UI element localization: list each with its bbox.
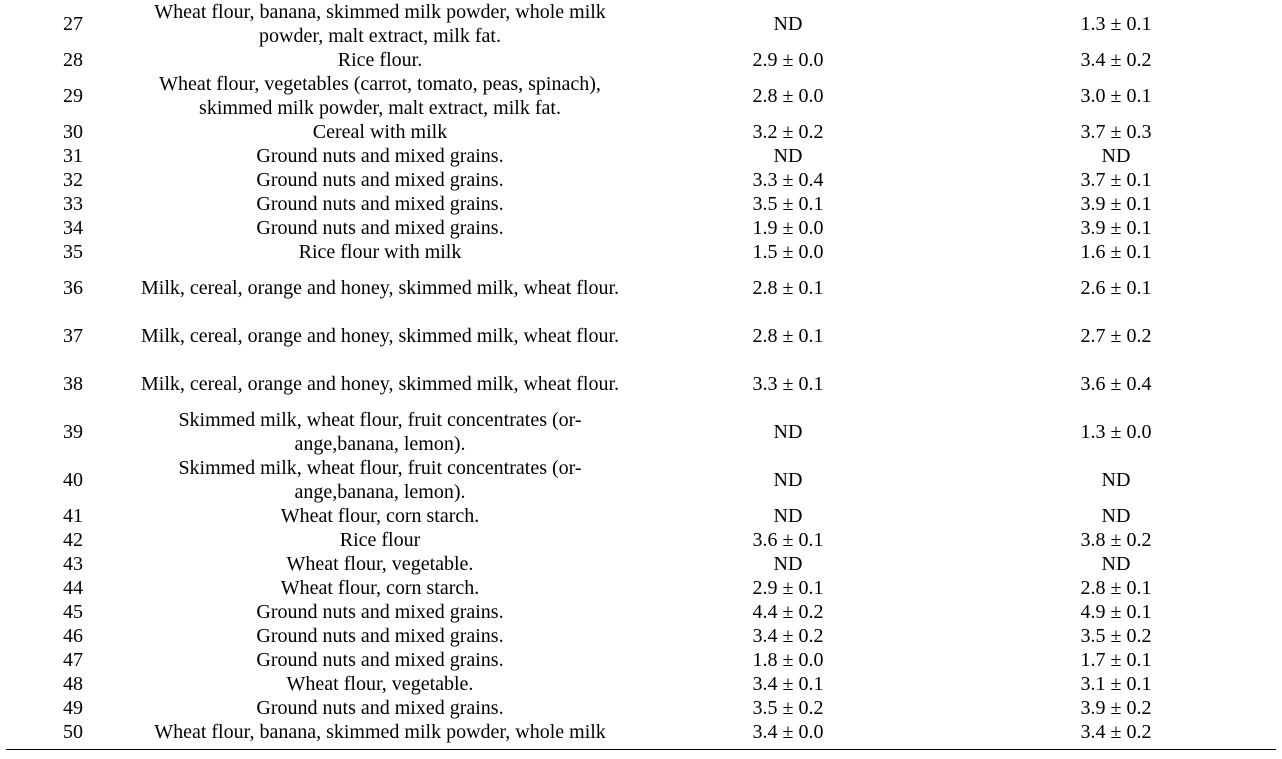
sample-number-cell: 49 — [63, 697, 83, 719]
description-cell: Rice flour — [339, 529, 421, 551]
description-cell: Wheat flour, corn starch. — [280, 505, 480, 527]
value-1-cell: ND — [773, 505, 803, 527]
sample-number-cell: 37 — [63, 325, 83, 347]
value-1-cell: 3.3 ± 0.4 — [752, 169, 824, 191]
sample-number-cell: 38 — [63, 373, 83, 395]
description-cell: Ground nuts and mixed grains. — [256, 649, 504, 671]
value-2-cell: 3.4 ± 0.2 — [1080, 721, 1152, 743]
value-2-cell: 1.6 ± 0.1 — [1080, 241, 1152, 263]
value-1-cell: 3.2 ± 0.2 — [752, 121, 824, 143]
sample-number-cell: 29 — [63, 85, 83, 107]
value-2-cell: ND — [1101, 469, 1131, 491]
sample-number-cell: 45 — [63, 601, 83, 623]
description-cell: Skimmed milk, wheat flour, fruit concentrates (or-ange,banana, lemon). — [178, 409, 582, 455]
description-cell: Ground nuts and mixed grains. — [256, 217, 504, 239]
description-cell: Wheat flour, banana, skimmed milk powder, whole milk powder, malt extract, milk fat. — [154, 1, 606, 47]
description-cell: Ground nuts and mixed grains. — [256, 193, 504, 215]
value-2-cell: ND — [1101, 145, 1131, 167]
table-row — [6, 408, 1276, 456]
table-bottom-rule — [6, 749, 1276, 750]
table-row — [6, 720, 1276, 744]
sample-number-cell: 41 — [63, 505, 83, 527]
value-1-cell: 3.4 ± 0.2 — [752, 625, 824, 647]
sample-number-cell: 44 — [63, 577, 83, 599]
value-1-cell: ND — [773, 145, 803, 167]
sample-number-cell: 31 — [63, 145, 83, 167]
value-2-cell: 3.9 ± 0.1 — [1080, 193, 1152, 215]
sample-number-cell: 34 — [63, 217, 83, 239]
value-1-cell: ND — [773, 421, 803, 443]
sample-number-cell: 47 — [63, 649, 83, 671]
table-row — [6, 120, 1276, 144]
table-row — [6, 456, 1276, 504]
value-1-cell: 2.8 ± 0.1 — [752, 277, 824, 299]
sample-number-cell: 48 — [63, 673, 83, 695]
description-cell: Rice flour. — [337, 49, 423, 71]
value-2-cell: 3.7 ± 0.3 — [1080, 121, 1152, 143]
table-row — [6, 360, 1276, 408]
table-row — [6, 648, 1276, 672]
value-2-cell: 3.7 ± 0.1 — [1080, 169, 1152, 191]
value-2-cell: 4.9 ± 0.1 — [1080, 601, 1152, 623]
sample-number-cell: 36 — [63, 277, 83, 299]
value-2-cell: 3.5 ± 0.2 — [1080, 625, 1152, 647]
value-2-cell: ND — [1101, 553, 1131, 575]
data-table — [6, 0, 1276, 744]
value-1-cell: 3.4 ± 0.0 — [752, 721, 824, 743]
sample-number-cell: 42 — [63, 529, 83, 551]
table-row — [6, 504, 1276, 528]
table-row — [6, 192, 1276, 216]
value-2-cell: 2.8 ± 0.1 — [1080, 577, 1152, 599]
table-row — [6, 624, 1276, 648]
value-1-cell: 3.5 ± 0.1 — [752, 193, 824, 215]
value-2-cell: 3.8 ± 0.2 — [1080, 529, 1152, 551]
description-cell: Ground nuts and mixed grains. — [256, 145, 504, 167]
value-1-cell: 3.5 ± 0.2 — [752, 697, 824, 719]
value-2-cell: 3.1 ± 0.1 — [1080, 673, 1152, 695]
description-cell: Ground nuts and mixed grains. — [256, 169, 504, 191]
table-row — [6, 576, 1276, 600]
value-2-cell: 1.7 ± 0.1 — [1080, 649, 1152, 671]
table-row — [6, 552, 1276, 576]
value-1-cell: 4.4 ± 0.2 — [752, 601, 824, 623]
table-row — [6, 144, 1276, 168]
table-row — [6, 600, 1276, 624]
description-cell: Ground nuts and mixed grains. — [256, 625, 504, 647]
description-cell: Milk, cereal, orange and honey, skimmed milk, wheat flour. — [140, 373, 620, 395]
sample-number-cell: 50 — [63, 721, 83, 743]
value-1-cell: 3.3 ± 0.1 — [752, 373, 824, 395]
table-row — [6, 312, 1276, 360]
table-row — [6, 240, 1276, 264]
description-cell: Wheat flour, corn starch. — [280, 577, 480, 599]
table-body — [6, 0, 1276, 744]
value-1-cell: ND — [773, 469, 803, 491]
table-row — [6, 48, 1276, 72]
table-row — [6, 168, 1276, 192]
table-row — [6, 72, 1276, 120]
value-2-cell: ND — [1101, 505, 1131, 527]
value-2-cell: 2.7 ± 0.2 — [1080, 325, 1152, 347]
table-row — [6, 216, 1276, 240]
sample-number-cell: 40 — [63, 469, 83, 491]
value-2-cell: 2.6 ± 0.1 — [1080, 277, 1152, 299]
table-row — [6, 264, 1276, 312]
value-1-cell: 1.9 ± 0.0 — [752, 217, 824, 239]
description-cell: Wheat flour, vegetable. — [286, 553, 474, 575]
value-1-cell: ND — [773, 13, 803, 35]
value-1-cell: 3.4 ± 0.1 — [752, 673, 824, 695]
description-cell: Wheat flour, vegetable. — [286, 673, 474, 695]
value-2-cell: 1.3 ± 0.0 — [1080, 421, 1152, 443]
sample-number-cell: 39 — [63, 421, 83, 443]
value-1-cell: 2.8 ± 0.1 — [752, 325, 824, 347]
description-cell: Skimmed milk, wheat flour, fruit concentrates (or-ange,banana, lemon). — [178, 457, 582, 503]
table-row — [6, 672, 1276, 696]
description-cell: Milk, cereal, orange and honey, skimmed milk, wheat flour. — [140, 277, 620, 299]
table-row — [6, 0, 1276, 48]
value-2-cell: 3.6 ± 0.4 — [1080, 373, 1152, 395]
value-2-cell: 3.4 ± 0.2 — [1080, 49, 1152, 71]
description-cell: Rice flour with milk — [298, 241, 462, 263]
value-1-cell: 2.9 ± 0.0 — [752, 49, 824, 71]
value-1-cell: 2.9 ± 0.1 — [752, 577, 824, 599]
value-1-cell: ND — [773, 553, 803, 575]
sample-number-cell: 46 — [63, 625, 83, 647]
sample-number-cell: 28 — [63, 49, 83, 71]
description-cell: Milk, cereal, orange and honey, skimmed milk, wheat flour. — [140, 325, 620, 347]
sample-number-cell: 30 — [63, 121, 83, 143]
sample-number-cell: 32 — [63, 169, 83, 191]
sample-number-cell: 33 — [63, 193, 83, 215]
value-1-cell: 3.6 ± 0.1 — [752, 529, 824, 551]
value-1-cell: 2.8 ± 0.0 — [752, 85, 824, 107]
value-2-cell: 3.9 ± 0.2 — [1080, 697, 1152, 719]
value-1-cell: 1.8 ± 0.0 — [752, 649, 824, 671]
value-2-cell: 3.9 ± 0.1 — [1080, 217, 1152, 239]
sample-number-cell: 27 — [63, 13, 83, 35]
description-cell: Ground nuts and mixed grains. — [256, 601, 504, 623]
table-row — [6, 696, 1276, 720]
description-cell: Wheat flour, vegetables (carrot, tomato, peas, spinach), skimmed milk powder, malt extract, milk fat. — [159, 73, 601, 119]
table-row — [6, 528, 1276, 552]
description-cell: Cereal with milk — [312, 121, 448, 143]
value-1-cell: 1.5 ± 0.0 — [752, 241, 824, 263]
value-2-cell: 1.3 ± 0.1 — [1080, 13, 1152, 35]
sample-number-cell: 35 — [63, 241, 83, 263]
description-cell: Wheat flour, banana, skimmed milk powder, whole milk — [154, 721, 606, 743]
description-cell: Ground nuts and mixed grains. — [256, 697, 504, 719]
value-2-cell: 3.0 ± 0.1 — [1080, 85, 1152, 107]
sample-number-cell: 43 — [63, 553, 83, 575]
